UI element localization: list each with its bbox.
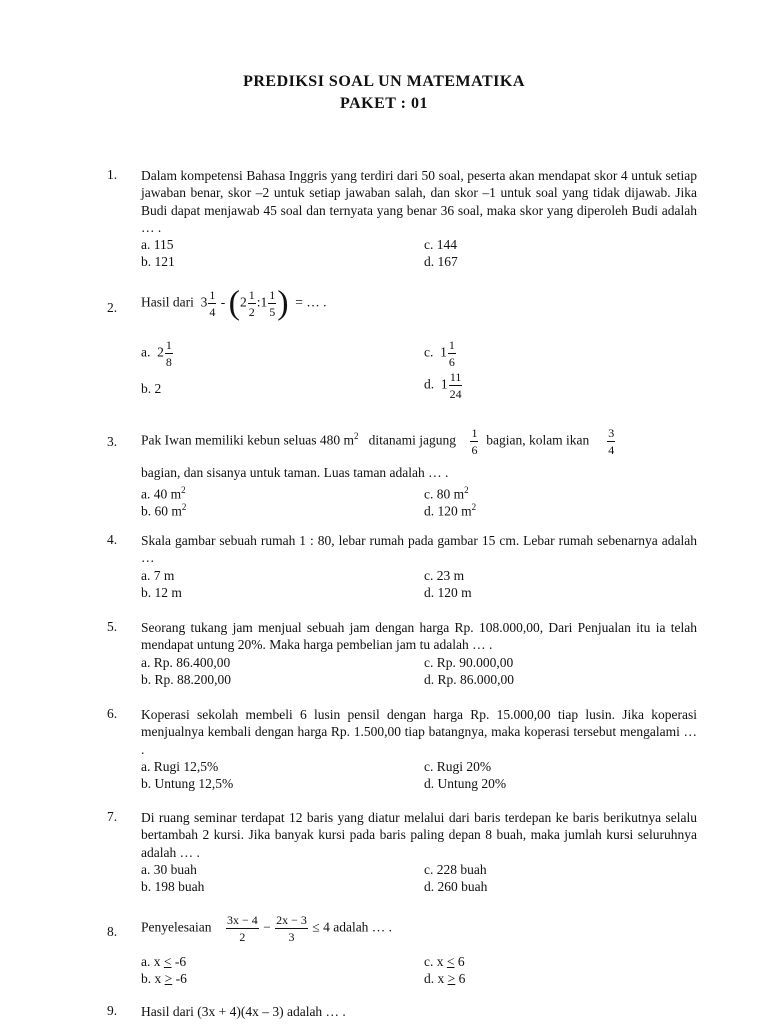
option-b[interactable]: b. x > -6 (141, 971, 187, 986)
page-title: PREDIKSI SOAL UN MATEMATIKA (243, 73, 525, 90)
option-c[interactable]: c. Rp. 90.000,00 (424, 655, 514, 670)
question-number: 7. (107, 809, 118, 824)
option-b[interactable]: b. 60 $m^2$ (141, 502, 187, 519)
option-a[interactable]: a. 30 buah (141, 862, 197, 877)
option-d[interactable]: d. 260 buah (424, 879, 488, 894)
option-d[interactable]: d. Rp. 86.000,00 (424, 672, 515, 687)
option-c[interactable]: c. 80 $m^2$ (424, 485, 469, 502)
question-number: 9. (107, 1003, 118, 1018)
minus-sign: − (263, 919, 271, 935)
question-number: 2. (107, 300, 118, 315)
option-b[interactable]: b. 121 (141, 254, 175, 269)
option-d[interactable]: d. 120 m (424, 585, 472, 600)
fraction: $\frac{3}{4}$ (608, 426, 615, 457)
option-b[interactable]: b. 198 buah (141, 879, 205, 894)
option-d[interactable]: d. 167 (424, 254, 458, 269)
question-text: Koperasi sekolah membeli 6 lusin pensil dengan harga Rp. 15.000,00 tiap lusin. Jika koperasi menjualnya kembali dengan harga Rp. 1.500,00 tiap batangnya, maka koperasi tersebut mengalami … . (141, 707, 697, 757)
question-text-continued: bagian, dan sisanya untuk taman. Luas taman adalah … . (141, 465, 449, 480)
option-c[interactable]: c. Rugi 20% (424, 759, 492, 774)
question-number: 6. (107, 706, 118, 721)
option-a[interactable]: a. Rugi 12,5% (141, 759, 219, 774)
question-number: 1. (107, 167, 118, 182)
option-c[interactable]: c. 23 m (424, 568, 465, 583)
option-a[interactable]: a. 2 $\frac{1}{8}$ (141, 338, 172, 369)
fraction: $\frac{3x - 4}{2}$ (226, 913, 258, 944)
right-paren: ) (277, 284, 289, 322)
option-b[interactable]: b. 12 m (141, 585, 182, 600)
option-a[interactable]: a. Rp. 86.400,00 (141, 655, 231, 670)
option-a[interactable]: a. 40 $m^2$ (141, 485, 186, 502)
question-number: 8. (107, 924, 118, 939)
whole-number: 3 (200, 294, 208, 310)
fraction: $\frac{1}{4}$ (209, 288, 216, 319)
question-text: Seorang tukang jam menjual sebuah jam dengan harga Rp. 108.000,00, Dari Penjualan itu ia telah mendapat untung 20%. Maka harga pembelian jam tu adalah … . (141, 620, 697, 653)
option-c[interactable]: c. 144 (424, 237, 457, 252)
option-d[interactable]: d. Untung 20% (424, 776, 507, 791)
option-b[interactable]: b. 2 (141, 381, 162, 396)
minus-sign: - (220, 294, 226, 310)
option-d[interactable]: d. 120 $m^2$ (424, 502, 477, 519)
question-text: Penyelesaian $\frac{3x - 4}{2}$ − $\frac{2x - 3}{3}$ ≤ 4 adalah … . (141, 913, 393, 944)
option-c[interactable]: c. x < 6 (424, 954, 465, 969)
fraction: $\frac{1}{5}$ (269, 288, 276, 319)
option-a[interactable]: a. 115 (141, 237, 174, 252)
question-text: Di ruang seminar terdapat 12 baris yang diatur melalui dari baris terdepan ke baris berikutnya selalu bertambah 2 kursi. Jika banyak kursi pada baris paling depan 8 buah, maka jumlah kursi seluruhnya adalah … . (141, 810, 697, 860)
question-text: Skala gambar sebuah rumah 1 : 80, lebar rumah pada gambar 15 cm. Lebar rumah sebenarnya adalah … (141, 533, 697, 566)
question-text (141, 284, 697, 322)
whole-number: 1 (260, 294, 268, 310)
option-c[interactable]: c. 1 $\frac{1}{6}$ (424, 338, 455, 369)
whole-number: 2 (239, 294, 247, 310)
question-text: Pak Iwan memiliki kebun seluas 480 $m^2$ ditanami jagung $\frac{1}{6}$ bagian, kolam ikan $\frac{3}{4}$ (141, 426, 615, 457)
question-text: Hasil dari (3x + 4)(4x – 3) adalah … . (141, 1004, 346, 1019)
option-d[interactable]: d. x > 6 (424, 971, 466, 986)
option-a[interactable]: a. 7 m (141, 568, 175, 583)
question-number: 3. (107, 434, 118, 449)
option-a[interactable]: a. x < -6 (141, 954, 187, 969)
question-number: 4. (107, 532, 118, 547)
option-b[interactable]: b. Untung 12,5% (141, 776, 234, 791)
fraction: $\frac{2x - 3}{3}$ (276, 913, 307, 944)
division-sign: : (256, 294, 261, 310)
question-text: Dalam kompetensi Bahasa Inggris yang terdiri dari 50 soal, peserta akan mendapat skor 4 untuk setiap jawaban benar, skor –2 untuk setiap jawaban salah, dan skor –1 untuk soal yang tidak dijawab. Jika Budi dapat menjawab 45 soal dan ternyata yang benar 36 soal, maka skor yang diperoleh Budi adalah … . (141, 168, 697, 236)
question-tail: = … . (295, 294, 327, 310)
fraction: $\frac{1}{2}$ (248, 288, 255, 319)
fraction: $\frac{1}{6}$ (471, 426, 478, 457)
option-d[interactable]: d. 1 $\frac{11}{24}$ (424, 370, 462, 401)
option-b[interactable]: b. Rp. 88.200,00 (141, 672, 232, 687)
package-subtitle: PAKET : 01 (340, 95, 428, 112)
question-number: 5. (107, 619, 118, 634)
left-paren: ( (228, 284, 240, 322)
question-lead: Hasil dari (141, 294, 194, 310)
option-c[interactable]: c. 228 buah (424, 862, 487, 877)
